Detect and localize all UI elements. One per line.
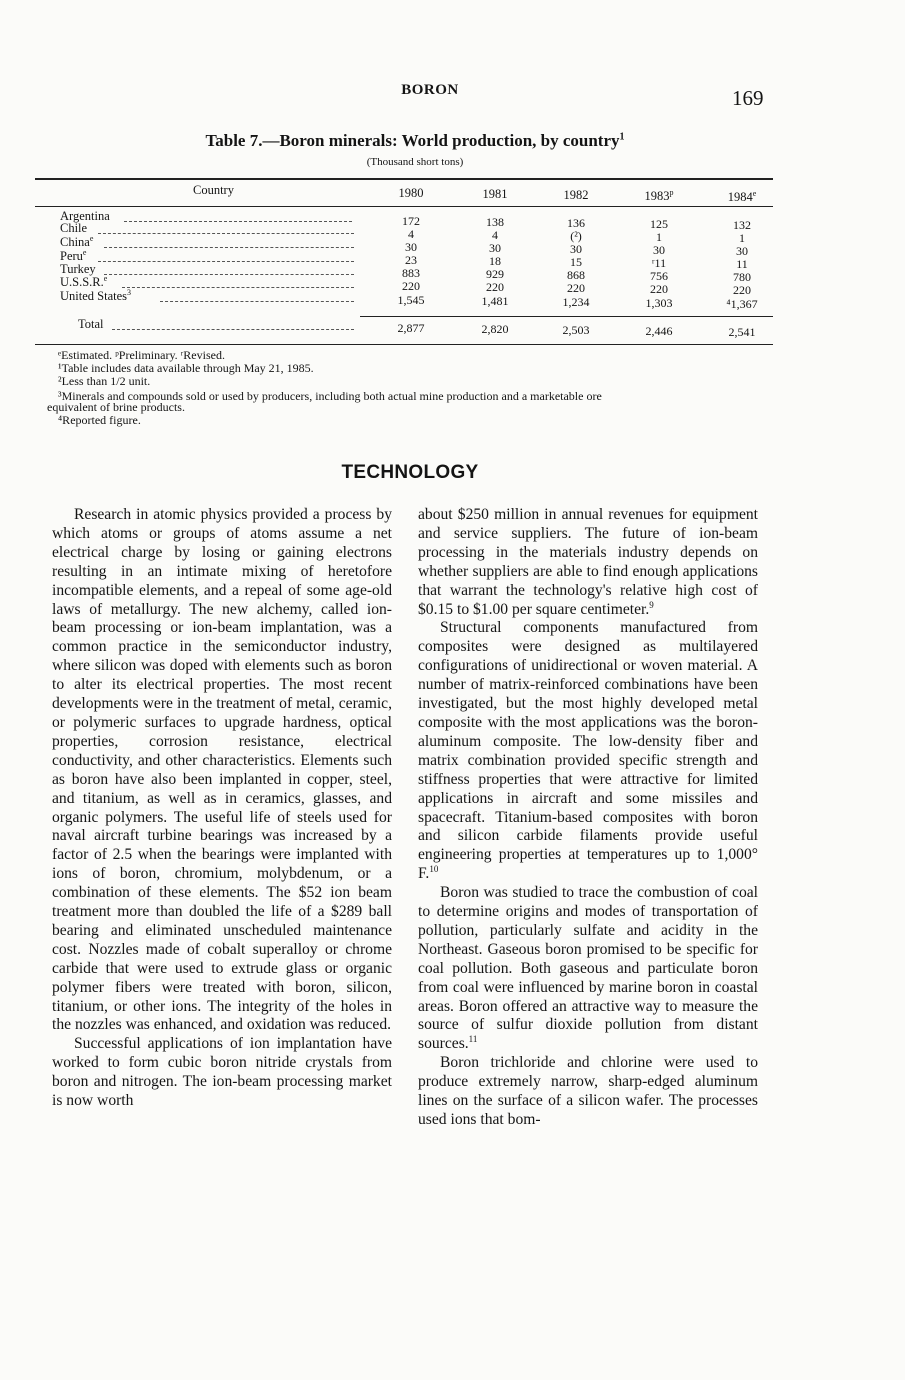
footnote-ref: 9 — [649, 599, 654, 610]
column-header-1983-year: 1983 — [644, 189, 670, 203]
table-cell: 30 — [736, 244, 748, 258]
table-cell: 220 — [567, 281, 585, 295]
table-total-rule — [360, 316, 773, 317]
footnote-ref: 10 — [429, 864, 439, 875]
table-cell: 11 — [736, 257, 748, 271]
dot-leader — [98, 261, 354, 262]
dot-leader — [124, 221, 352, 222]
table-cell: 220 — [486, 280, 504, 294]
column-header-1982: 1982 — [563, 188, 589, 202]
row-label-text: United States — [60, 289, 128, 303]
total-cell: 2,877 — [397, 321, 425, 335]
section-heading: TECHNOLOGY — [341, 462, 479, 483]
table-units: (Thousand short tons) — [366, 156, 464, 168]
row-label-ussr — [60, 273, 108, 289]
table-cell: 136 — [567, 216, 585, 230]
table-cell: 220 — [402, 279, 420, 293]
table-cell: 4 — [408, 227, 414, 241]
row-label-text: Argentina — [60, 209, 110, 223]
row-label-mark: e — [89, 233, 94, 243]
table-cell: (²) — [570, 229, 582, 243]
page-number: 169 — [732, 86, 764, 110]
total-cell: 2,541 — [728, 325, 756, 339]
table-cell: 30 — [570, 242, 582, 256]
footnote-ref: 11 — [468, 1034, 478, 1045]
table-note-2: ²Less than 1/2 unit. — [58, 374, 151, 388]
dot-leader — [104, 247, 354, 248]
table-cell: 1,234 — [562, 295, 590, 309]
row-label-mark: 3 — [127, 287, 132, 297]
table-top-rule — [35, 178, 773, 180]
paragraph-text: Boron was studied to trace the combustion of coal to determine origins and modes of transportation of pollution, particularly sulfate and acidity in the Northeast. Gaseous boron promised to be specific for coal pollution. Both gaseous and particulate boron from coal were influenced by marine boron in coastal areas. Boron offered an attractive way to measure the source of sulfur dioxide pollution from distant sources. — [418, 884, 758, 1053]
table-cell: 1,481 — [481, 294, 509, 308]
column-header-1980: 1980 — [398, 186, 424, 200]
table-cell: 1 — [739, 231, 745, 245]
paragraph: Research in atomic physics provided a process by which atoms or groups of atoms assume a net electrical charge by losing or gaining electrons resulting in an intimate mixing of heretofore incompatible elements, and a repeal of some age-old laws of metallurgy. The new alchemy, called ion-beam processing or ion-beam implantation, was a common practice in the semiconductor industry, where silicon was doped with elements such as boron to alter its electrical properties. The most recent developments were in the treatment of metal, ceramic, or polymeric surfaces to upgrade hardness, optical properties, corrosion resistance, electrical conductivity, and other characteristics. Elements such as boron have also been implanted in copper, steel, and titanium, as well as in ceramics, glasses, and organic polymers. The useful life of steels used for naval aircraft turbine bearings was increased by a factor of 2.5 when the bearings were implanted with ions of boron, chromium, molybdenum, or a combination of these elements. The $52 ion beam treatment more than doubled the life of a $289 ball bearing and eliminated unscheduled maintenance cost. Nozzles made of cobalt superalloy or chrome carbide that were used to extrude glass or organic polymer fibers were treated with boron, silicon, titanium, or other ions. The integrity of the holes in the nozzles was enhanced, and oxidation was reduced. — [52, 506, 392, 1034]
row-label-text: China — [60, 235, 90, 249]
table-cell: 30 — [489, 241, 501, 255]
table-cell: 30 — [405, 240, 417, 254]
table-title-text: Table 7.—Boron minerals: World production, by country — [205, 131, 620, 150]
total-cell: 2,503 — [562, 323, 590, 337]
table-cell: 132 — [733, 218, 751, 232]
dot-leader — [98, 233, 354, 234]
column-header-1983 — [624, 187, 694, 203]
paragraph — [418, 884, 758, 1054]
paragraph-text: about $250 million in annual revenues for equipment and service suppliers. The future of ion-beam processing in the materials industry depends on whether suppliers are able to find enough applications that warrant the technology's relative high cost of $0.15 to $1.00 per square centimeter. — [418, 506, 758, 618]
dot-leader — [104, 274, 354, 275]
running-head: BORON — [401, 82, 459, 98]
table-cell: ʳ11 — [651, 256, 667, 270]
paragraph-text: Structural components manufactured from composites were designed as multilayered configurations of unidirectional or woven material. A number of matrix-reinforced combinations have been investigated, but the most highly developed metal composite with the most applications was the boron-aluminum composite. The low-density fiber and matrix combination provided specific strength and stiffness properties that were attractive for limited applications in aircraft and some missiles and spacecraft. Titanium-based composites with boron and silicon carbide filaments provide useful engineering properties at temperatures up to 1,000° F. — [418, 619, 758, 883]
table-cell: 1,545 — [397, 293, 425, 307]
row-label-text: U.S.S.R. — [60, 275, 104, 289]
table-header-rule — [35, 206, 773, 207]
left-column — [52, 506, 392, 1111]
table-cell: 138 — [486, 215, 504, 229]
right-column — [418, 506, 758, 1130]
table-cell: 220 — [733, 283, 751, 297]
table-cell: 868 — [567, 268, 585, 282]
table-note-3a: ³Minerals and compounds sold or used by producers, including both actual mine production and a marketable ore — [58, 389, 602, 403]
table-cell: 220 — [650, 282, 668, 296]
table-cell: 4 — [492, 228, 498, 242]
row-label-united-states — [60, 287, 132, 303]
row-label-chile — [60, 222, 87, 235]
table-cell: 756 — [650, 269, 668, 283]
table-note-3b: equivalent of brine products. — [47, 400, 185, 414]
row-label-text: Peru — [60, 249, 83, 263]
paragraph: Successful applications of ion implantation have worked to form cubic boron nitride crystals from boron and nitrogen. The ion-beam processing market is now worth — [52, 1035, 392, 1110]
table-note-4: ⁴Reported figure. — [58, 413, 141, 427]
table-cell: ⁴1,367 — [726, 297, 758, 311]
table-cell: 780 — [733, 270, 751, 284]
row-label-text: Chile — [60, 221, 88, 235]
paragraph: Boron trichloride and chlorine were used to produce extremely narrow, sharp-edged aluminum lines on the surface of a silicon wafer. The processes used ions that bom- — [418, 1054, 758, 1128]
column-header-1984 — [707, 188, 777, 204]
table-cell: 23 — [405, 253, 417, 267]
column-header-1981: 1981 — [482, 187, 508, 201]
row-label-mark: e — [82, 247, 87, 257]
row-label-china — [60, 233, 94, 249]
row-label-mark: e — [103, 273, 108, 283]
table-cell: 30 — [653, 243, 665, 257]
column-header-1984-year: 1984 — [727, 190, 753, 204]
total-cell: 2,820 — [481, 322, 509, 336]
table-cell: 883 — [402, 266, 420, 280]
table-cell: 125 — [650, 217, 668, 231]
table-title — [0, 131, 830, 151]
paragraph — [418, 619, 758, 884]
column-header-1984-mark: e — [752, 188, 757, 198]
dot-leader — [122, 287, 354, 288]
dot-leader — [160, 301, 354, 302]
table-cell: 172 — [402, 214, 420, 228]
table-cell: 1 — [656, 230, 662, 244]
table-cell: 18 — [489, 254, 501, 268]
table-cell: 1,303 — [645, 296, 673, 310]
table-cell: 929 — [486, 267, 504, 281]
row-label-text: Turkey — [60, 262, 96, 276]
table-note-1: ¹Table includes data available through May 21, 1985. — [58, 361, 314, 375]
row-label-total: Total — [78, 317, 104, 331]
table-title-footnote-mark: 1 — [619, 131, 625, 143]
table-cell: 15 — [570, 255, 582, 269]
dot-leader — [112, 329, 354, 330]
table-bottom-rule — [35, 344, 773, 345]
column-header-1983-mark: p — [669, 187, 674, 197]
total-cell: 2,446 — [645, 324, 673, 338]
paragraph — [418, 506, 758, 619]
column-header-country: Country — [193, 183, 234, 197]
table-note-legend: ᵉEstimated. ᵖPreliminary. ʳRevised. — [58, 348, 225, 362]
